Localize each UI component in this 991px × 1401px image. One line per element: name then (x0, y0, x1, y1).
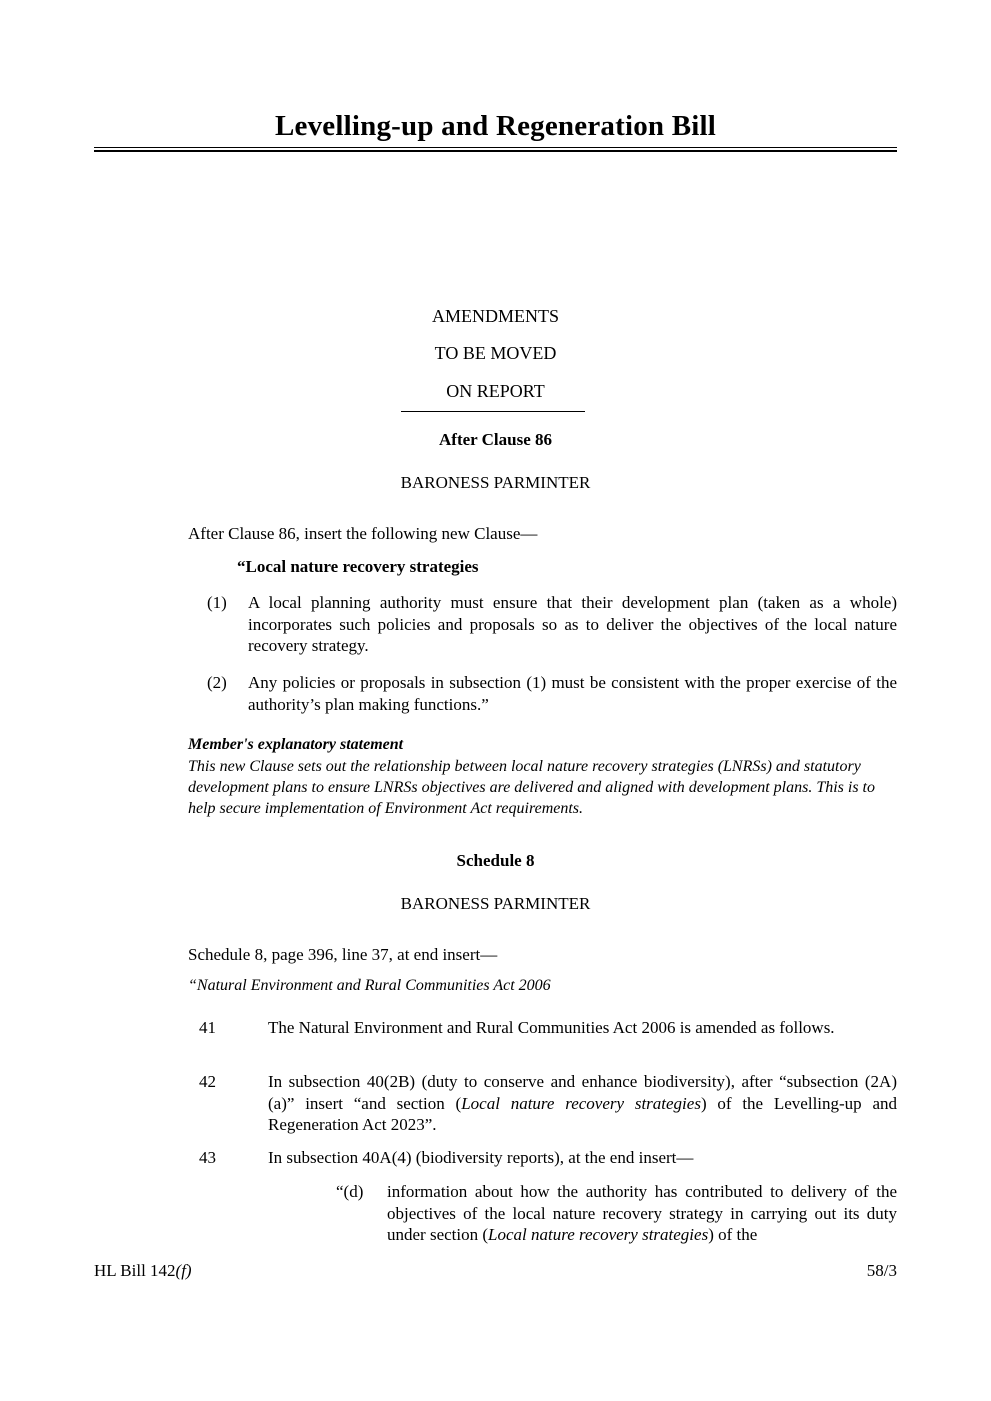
subsection-number: (2) (207, 673, 227, 692)
explanatory-statement-heading: Member's explanatory statement (188, 736, 404, 753)
paragraph-number: 43 (199, 1148, 216, 1167)
amendment2-location-heading: Schedule 8 (456, 851, 535, 870)
bill-reference (94, 1260, 192, 1282)
amendment1-instruction: After Clause 86, insert the following new Clause— (188, 524, 538, 543)
sub-item-text-part: ) of the (708, 1225, 758, 1244)
amendment1-clause-title: “Local nature recovery strategies (237, 557, 479, 576)
paragraph-text: In subsection 40A(4) (biodiversity reports), at the end insert— (268, 1148, 694, 1167)
amendment2-instruction: Schedule 8, page 396, line 37, at end insert— (188, 945, 498, 964)
paragraph-number: 41 (199, 1018, 216, 1037)
amendment1-mover: BARONESS PARMINTER (400, 473, 591, 492)
paragraph-text: The Natural Environment and Rural Communities Act 2006 is amended as follows. (268, 1018, 835, 1037)
paragraph-text-part: In subsection 40(2B) (duty to conserve and enhance biodiversity), after “subsection (2A)(a)” insert “and section ( (268, 1072, 897, 1113)
paragraph-text-part: ) of the Levelling-up and Regeneration Act 2023”. (268, 1093, 897, 1134)
explanatory-statement-text: This new Clause sets out the relationship between local nature recovery strategies (LNRSs) and statutory development plans to ensure LNRSs objectives are delivered and aligned with development plans. This is to help secure implementation of Environment Act requirements. (188, 758, 875, 817)
sub-item-text (387, 1181, 897, 1246)
sub-item-text-italic: Local nature recovery strategies (488, 1225, 709, 1244)
amendment1-location-heading: After Clause 86 (439, 430, 552, 449)
subsection-number: (1) (207, 593, 227, 612)
heading-to-be-moved: TO BE MOVED (434, 343, 557, 363)
bill-reference-suffix: (f) (175, 1261, 192, 1280)
bill-reference-number: HL Bill 142 (94, 1261, 176, 1280)
sub-item-label: “(d) (336, 1182, 364, 1201)
amendment2-mover: BARONESS PARMINTER (400, 894, 591, 913)
page-reference: 58/3 (866, 1261, 897, 1280)
heading-amendments: AMENDMENTS (431, 306, 559, 326)
paragraph-text-italic: Local nature recovery strategies (461, 1093, 701, 1113)
subsection-text: Any policies or proposals in subsection (1) must be consistent with the proper exercise of the authority’s plan making functions.” (248, 673, 897, 714)
title-rule-thick (94, 150, 897, 152)
heading-on-report: ON REPORT (446, 381, 545, 401)
act-heading: “Natural Environment and Rural Communities Act 2006 (188, 977, 551, 994)
paragraph-text (268, 1071, 897, 1136)
heading-rule (401, 411, 585, 412)
title-rule-thin (94, 147, 897, 148)
subsection-text: A local planning authority must ensure that their development plan (taken as a whole) incorporates such policies and proposals so as to deliver the objectives of the local nature recovery strategy. (248, 593, 897, 655)
document-title: Levelling-up and Regeneration Bill (274, 110, 717, 142)
paragraph-number: 42 (199, 1072, 216, 1091)
sub-item-text-part: information about how the authority has contributed to delivery of the objectives of the local nature recovery strategy in carrying out its duty under section ( (387, 1182, 897, 1244)
